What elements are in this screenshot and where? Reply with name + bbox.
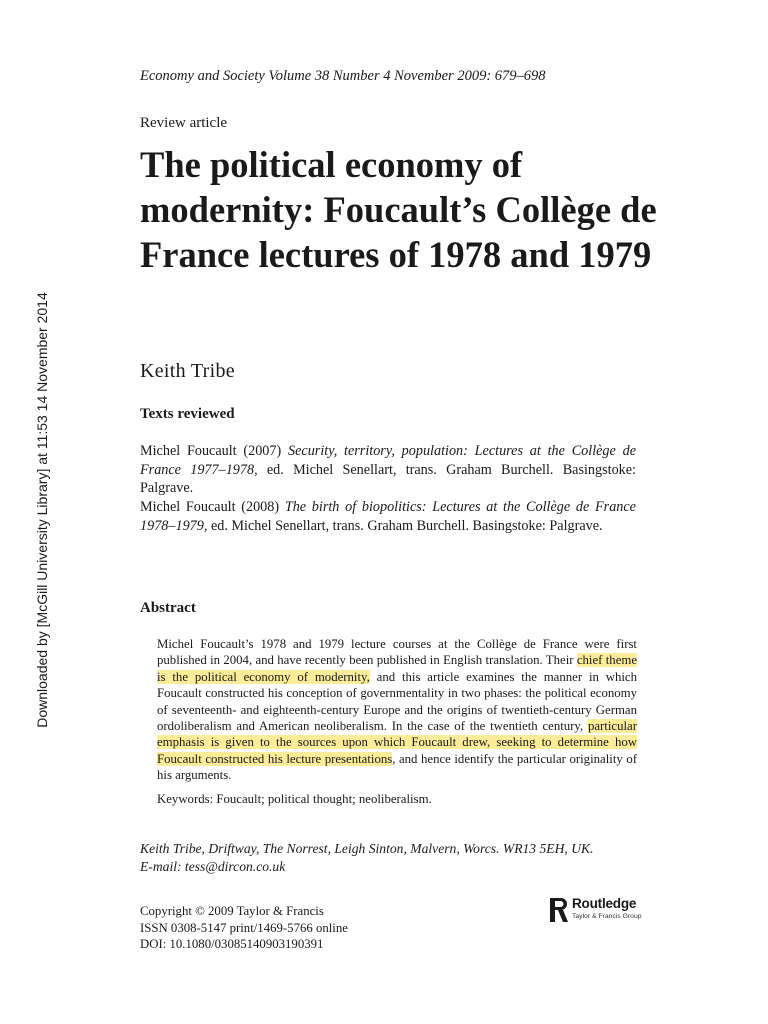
author-address: Keith Tribe, Driftway, The Norrest, Leigh Sinton, Malvern, Worcs. WR13 5EH, UK. xyxy=(140,841,594,856)
doi-line: DOI: 10.1080/03085140903190391 xyxy=(140,937,324,951)
abstract-heading: Abstract xyxy=(140,600,196,616)
section-label: Review article xyxy=(140,115,228,131)
abstract-highlight: particular emphasis is given to the sources upon which Foucault drew, seeking to determine how Foucault constructed his lecture presentations xyxy=(157,719,637,766)
reference-details: , ed. Michel Senellart, trans. Graham Burchell. Basingstoke: Palgrave. xyxy=(140,461,636,496)
reviewed-text-reference xyxy=(140,498,636,535)
abstract-text: and this article examines the manner in which Foucault constructed his conception of governmentality in two phases: the political economy of seventeenth- and eighteenth-century Europe and the origins of twentieth-century German ordoliberalism and American neoliberalism. In the case of the twentieth century, xyxy=(157,669,638,734)
journal-citation: Economy and Society Volume 38 Number 4 November 2009: 679–698 xyxy=(140,68,546,84)
issn-line: ISSN 0308-5147 print/1469-5766 online xyxy=(140,920,348,935)
texts-reviewed-heading: Texts reviewed xyxy=(140,406,235,422)
copyright-block xyxy=(140,903,348,953)
publisher-tagline: Taylor & Francis Group xyxy=(572,913,642,920)
author-contact xyxy=(140,840,636,876)
publisher-name: Routledge xyxy=(572,896,637,911)
article-title: The political economy of modernity: Foucault’s Collège de France lectures of 1978 and 1979 xyxy=(140,144,657,275)
publisher-logo xyxy=(550,896,650,926)
reference-author-year: Michel Foucault (2008) xyxy=(140,499,285,515)
download-watermark: Downloaded by [McGill University Library] at 11:53 14 November 2014 xyxy=(34,292,50,728)
reference-work-title: Security, territory, population: Lectures at the Collège de France 1977–1978 xyxy=(140,443,636,478)
abstract-text: , and hence identify the particular originality of his arguments. xyxy=(157,751,637,783)
copyright-line: Copyright © 2009 Taylor & Francis xyxy=(140,904,324,918)
routledge-r-icon xyxy=(550,898,568,922)
keywords: Keywords: Foucault; political thought; neoliberalism. xyxy=(157,792,432,806)
reference-work-title: The birth of biopolitics: Lectures at the Collège de France 1978–1979 xyxy=(140,499,636,534)
reference-author-year: Michel Foucault (2007) xyxy=(140,443,289,459)
abstract-body xyxy=(157,636,637,784)
author-email: E-mail: tess@dircon.co.uk xyxy=(140,859,286,874)
reference-details: , ed. Michel Senellart, trans. Graham Burchell. Basingstoke: Palgrave. xyxy=(203,517,603,534)
reviewed-text-reference xyxy=(140,442,636,498)
abstract-text: Michel Foucault’s 1978 and 1979 lecture courses at the Collège de France were first published in 2004, and have recently been published in English translation. Their xyxy=(157,637,637,668)
abstract-highlight: chief theme is the political economy of modernity, xyxy=(157,653,638,684)
author-name: Keith Tribe xyxy=(140,360,235,382)
